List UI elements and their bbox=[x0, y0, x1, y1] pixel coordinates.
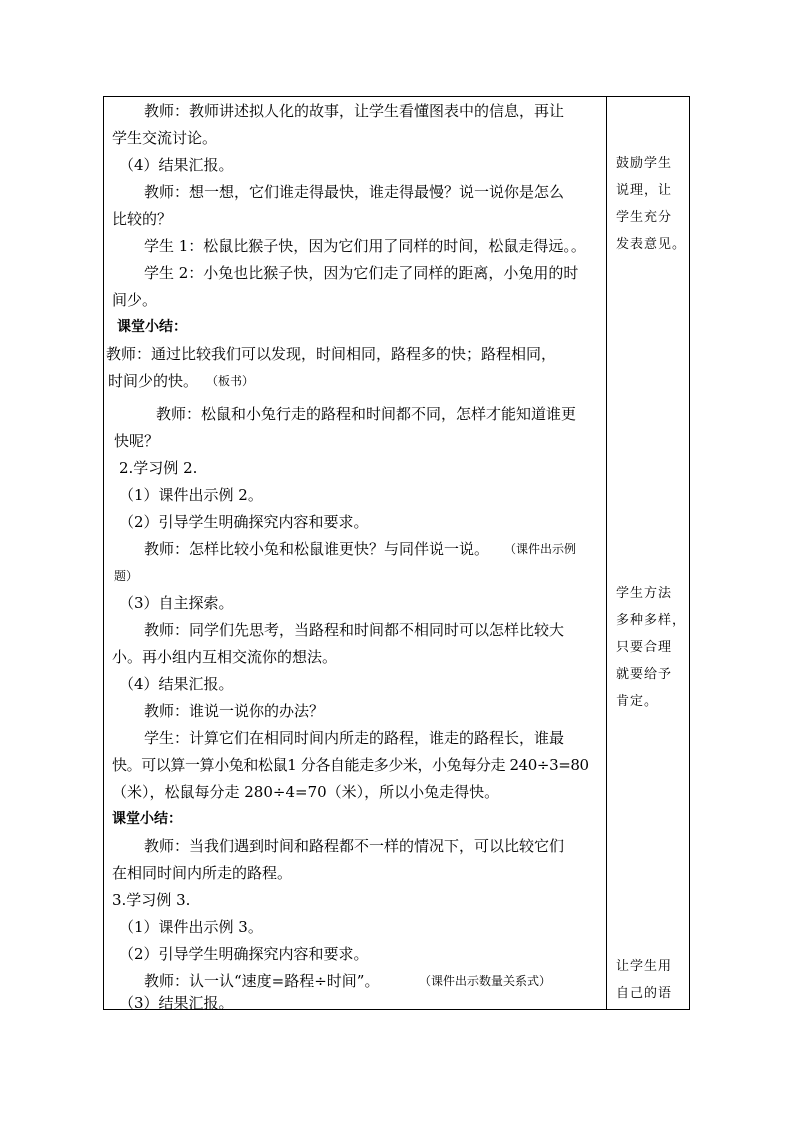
text-line: （课件出示例 bbox=[504, 542, 577, 556]
note-line: 发表意见。 bbox=[616, 237, 687, 252]
text-line: 学生 1：松鼠比猴子快，因为它们用了同样的时间，松鼠走得远。。 bbox=[144, 237, 586, 255]
lesson-table bbox=[103, 96, 690, 1010]
text-line: 快。可以算一算小兔和松鼠1 分各自能走多少米，小兔每分走 240÷3=80 bbox=[112, 756, 589, 774]
text-line: 时间少的快。 bbox=[108, 372, 199, 390]
text-line: （板书） bbox=[206, 374, 255, 388]
text-line: （米），松鼠每分走 280÷4=70（米），所以小兔走得快。 bbox=[112, 783, 500, 801]
section-heading: 课堂小结： bbox=[117, 319, 187, 335]
note-line: 多种多样， bbox=[616, 613, 687, 628]
text-line: （1）课件出示例 3。 bbox=[119, 918, 263, 936]
section-heading: 课堂小结： bbox=[112, 811, 182, 827]
text-line: 教师：谁说一说你的办法？ bbox=[144, 702, 325, 720]
note-line: 肯定。 bbox=[616, 694, 659, 709]
text-line: 教师：怎样比较小兔和松鼠谁更快？与同伴说一说。 bbox=[144, 540, 490, 558]
text-line: 题） bbox=[114, 569, 139, 583]
text-line: 教师：通过比较我们可以发现，时间相同，路程多的快；路程相同， bbox=[106, 345, 557, 363]
text-line: （3）自主探索。 bbox=[119, 594, 234, 612]
text-line: 教师：同学们先思考，当路程和时间都不相同时可以怎样比较大 bbox=[144, 621, 565, 639]
text-line: 教师：教师讲述拟人化的故事，让学生看懂图表中的信息，再让 bbox=[144, 102, 565, 120]
text-line: （3）结果汇报。 bbox=[119, 994, 234, 1012]
note-line: 让学生用 bbox=[616, 959, 673, 974]
note-line: 鼓励学生 bbox=[616, 156, 673, 171]
note-line: 说理，让 bbox=[616, 183, 673, 198]
text-line: 2.学习例 2. bbox=[119, 459, 198, 477]
text-line: （1）课件出示例 2。 bbox=[119, 486, 263, 504]
note-line: 学生充分 bbox=[616, 210, 673, 225]
text-line: （4）结果汇报。 bbox=[119, 156, 234, 174]
note-line: 自己的语 bbox=[616, 986, 673, 1001]
text-line: 3.学习例 3. bbox=[112, 891, 191, 909]
text-line: 间少。 bbox=[112, 291, 158, 309]
text-line: 比较的？ bbox=[112, 210, 173, 228]
note-line: 就要给予 bbox=[616, 667, 673, 682]
text-line: 教师：松鼠和小兔行走的路程和时间都不同，怎样才能知道谁更 bbox=[156, 405, 577, 423]
text-line: 教师：想一想，它们谁走得最快，谁走得最慢？说一说你是怎么 bbox=[144, 183, 565, 201]
text-line: （4）结果汇报。 bbox=[119, 675, 234, 693]
text-line: （2）引导学生明确探究内容和要求。 bbox=[119, 945, 369, 963]
text-line: 教师：当我们遇到时间和路程都不一样的情况下，可以比较它们 bbox=[144, 837, 565, 855]
text-line: 学生 2：小兔也比猴子快，因为它们走了同样的距离，小兔用的时 bbox=[144, 264, 579, 282]
text-line: 教师：认一认“速度=路程÷时间”。 bbox=[144, 972, 380, 990]
text-line: 学生：计算它们在相同时间内所走的路程，谁走的路程长，谁最 bbox=[144, 729, 565, 747]
text-line: 小。再小组内互相交流你的想法。 bbox=[112, 648, 338, 666]
column-divider bbox=[606, 97, 607, 1009]
text-line: 学生交流讨论。 bbox=[112, 129, 218, 147]
note-line: 学生方法 bbox=[616, 586, 673, 601]
text-line: （2）引导学生明确探究内容和要求。 bbox=[119, 513, 369, 531]
text-line: （课件出示数量关系式） bbox=[419, 974, 552, 988]
note-line: 只要合理 bbox=[616, 640, 673, 655]
text-line: 在相同时间内所走的路程。 bbox=[112, 864, 293, 882]
text-line: 快呢？ bbox=[114, 432, 160, 450]
